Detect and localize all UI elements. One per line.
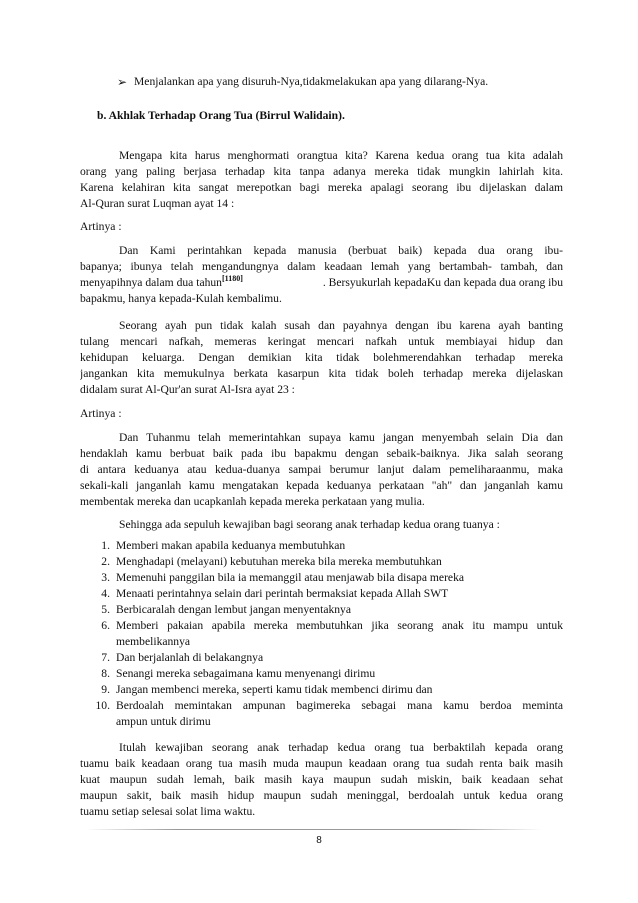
- para5-line-5: tuamu setiap selesai solat lima waktu.: [80, 805, 256, 818]
- list-intro: Sehingga ada sepuluh kewajiban bagi seorang anak terhadap kedua orang tuanya :: [119, 518, 500, 531]
- para2-line-3: [80, 275, 563, 291]
- list-number: 2.: [101, 555, 110, 568]
- list-item: Dan berjalanlah di belakangnya: [116, 651, 264, 664]
- para3-line-4: jangankan kita memukulnya berkata kasarpun kita tidak boleh terhadap mereka dijelaskan: [80, 367, 563, 380]
- list-number: 6.: [101, 619, 110, 632]
- para4-line-5: membentak mereka dan ucapkanlah kepada mereka perkataan yang mulia.: [80, 495, 425, 508]
- para5-line-2: tuamu baik keadaan orang tua masih muda maupun keadaan orang tua sudah renta baik masih: [80, 757, 563, 770]
- page-number: 8: [316, 835, 322, 846]
- artinya-label: Artinya :: [80, 220, 122, 233]
- list-item: Memenuhi panggilan bila ia memanggil atau menjawab bila disapa mereka: [116, 571, 465, 584]
- list-item: Menaati perintahnya selain dari perintah bermaksiat kepada Allah SWT: [116, 587, 449, 600]
- list-number: 10.: [95, 699, 110, 712]
- artinya-label: Artinya :: [80, 407, 122, 420]
- para4-line-2: hendaklah kamu berbuat baik pada ibu bapakmu dengan sebaik-baiknya. Jika salah seorang: [80, 447, 563, 460]
- list-number: 5.: [101, 603, 110, 616]
- para3-line-1: Seorang ayah pun tidak kalah susah dan payahnya dengan ibu karena ayah banting: [119, 319, 563, 332]
- para1-line-4: Al-Quran surat Luqman ayat 14 :: [80, 197, 235, 210]
- footer-divider: [86, 829, 542, 830]
- para3-line-3: kehidupan keluarga. Dengan demikian kita tidak bolehmerendahkan terhadap mereka: [80, 351, 563, 364]
- arrow-bullet-icon: ➢: [117, 75, 128, 89]
- list-item: Senangi mereka sebagaimana kamu menyenangi dirimu: [116, 667, 376, 680]
- para4-line-1: Dan Tuhanmu telah memerintahkan supaya kamu jangan menyembah selain Dia dan: [119, 431, 563, 444]
- list-number: 8.: [101, 667, 110, 680]
- list-item: Memberi makan apabila keduanya membutuhkan: [116, 539, 346, 552]
- para2-line-1: Dan Kami perintahkan kepada manusia (berbuat baik) kepada dua orang ibu-: [119, 244, 563, 257]
- list-number: 1.: [101, 539, 110, 552]
- para1-line-2: orang yang paling berjasa terhadap kita tanpa adanya mereka tidak mungkin lahirlah kita.: [80, 165, 563, 178]
- footnote-ref: [1180]: [221, 274, 243, 284]
- para5-line-3: kuat maupun sudah lemah, baik masih kaya maupun sudah miskin, baik keadaan sehat: [80, 773, 563, 786]
- para2-line-3-end: . Bersyukurlah kepadaKu dan kepada dua orang ibu: [322, 276, 563, 289]
- list-item: Berbicaralah dengan lembut jangan menyentaknya: [116, 603, 351, 616]
- para5-line-1: Itulah kewajiban seorang anak terhadap kedua orang tua berbaktilah kepada orang: [119, 741, 563, 754]
- list-item: Menghadapi (melayani) kebutuhan mereka bila mereka membutuhkan: [116, 555, 442, 568]
- para2-line-2: bapanya; ibunya telah mengandungnya dalam keadaan lemah yang bertambah- tambah, dan: [80, 260, 563, 273]
- para3-line-5: didalam surat Al-Qur'an surat Al-Isra ayat 23 :: [80, 383, 295, 396]
- para5-line-4: maupun sakit, baik masih hidup maupun sudah meninggal, berdoalah untuk kedua orang: [80, 789, 563, 802]
- section-heading: b. Akhlak Terhadap Orang Tua (Birrul Walidain).: [97, 109, 345, 122]
- list-item: Jangan membenci mereka, seperti kamu tidak membenci dirimu dan: [116, 683, 433, 696]
- bullet-text: Menjalankan apa yang disuruh-Nya,tidakmelakukan apa yang dilarang-Nya.: [134, 75, 489, 88]
- list-number: 3.: [101, 571, 110, 584]
- list-number: 9.: [101, 683, 110, 696]
- list-item: Memberi pakaian apabila mereka membutuhkan jika seorang anak itu mampu untuk: [116, 619, 563, 632]
- list-item-continuation: ampun untuk dirimu: [116, 715, 211, 728]
- list-number: 7.: [101, 651, 110, 664]
- para1-line-3: Karena kelahiran kita sangat merepotkan bagi mereka apalagi seorang ibu dijelaskan dalam: [80, 181, 563, 194]
- para1-line-1: Mengapa kita harus menghormati orangtua kita? Karena kedua orang tua kita adalah: [119, 149, 563, 162]
- para4-line-3: di antara keduanya atau kedua-duanya sampai berumur lanjut dalam pemeliharaanmu, maka: [80, 463, 563, 476]
- para4-line-4: sekali-kali janganlah kamu mengatakan kepada keduanya perkataan "ah" dan janganlah kamu: [80, 479, 563, 492]
- list-item: Berdoalah memintakan ampunan bagimereka sebagai mana kamu berdoa meminta: [116, 699, 563, 712]
- para2-line-3-start: menyapihnya dalam dua tahun: [80, 276, 222, 289]
- para2-line-4: bapakmu, hanya kepada-Kulah kembalimu.: [80, 292, 282, 305]
- list-item-continuation: membelikannya: [116, 635, 191, 648]
- list-number: 4.: [101, 587, 110, 600]
- para3-line-2: tulang mencari nafkah, memeras keringat mencari nafkah untuk membiayai hidup dan: [80, 335, 563, 348]
